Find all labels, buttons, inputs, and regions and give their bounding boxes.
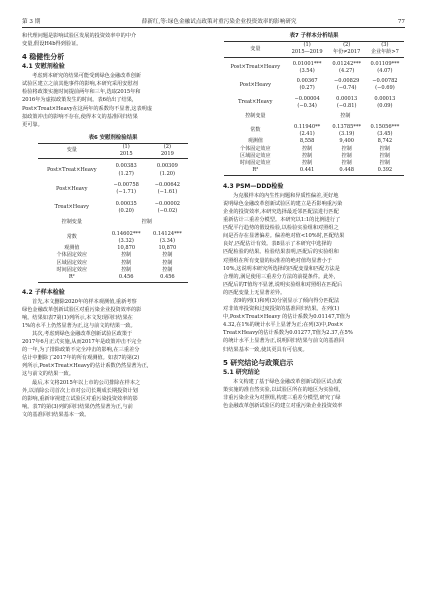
table-row-label: R² [252,167,259,174]
table-row-label: 常数 [250,127,261,134]
table-row-label: Treat×Heavy [238,99,273,106]
table-cell: 10,870 [117,245,136,252]
section-heading-5-1: 5.1 研究结论 [223,368,260,376]
table-header: 企业年龄>7 [370,49,399,56]
text-line: 匹配平行趋势的假设检验,以检验实验组和对照组之 [223,225,339,232]
table-cell: 0.456 [160,274,175,281]
text-line: 拟政策冲击的影响不存在,使得本文的基准回归结果 [22,113,138,120]
table-cell: 0.00309 [156,163,178,170]
table-cell: 9,400 [339,138,354,145]
text-line: Post×Treat×Heavy在这两年的系数均不显著,这表明虚 [22,105,153,112]
table-cell: 控制 [379,152,390,159]
table-cell: (−1.61) [157,189,178,196]
table-row-label: 时间固定效应 [240,160,271,167]
table-row-label: 个体固定效应 [240,145,271,152]
table-cell: (0.27) [299,85,315,92]
table-row-label: 区域固定效应 [240,152,271,159]
table-cell: 0.14124*** [153,230,182,237]
table-header: 2019 [160,151,174,158]
table-header: 年份≠2017 [332,49,361,56]
table-row-label: 个体固定效应 [56,252,88,259]
table-cell: (2.41) [299,130,315,137]
text-line: 的一年,为了排除政策不完全冲击的影响,在三重差分 [22,347,140,354]
table-row-label: 控制变量 [61,219,82,226]
text-line: 重新估计三重差分模型。本研究以1:1的比例进行了 [223,217,341,224]
table-cell: (4.27) [339,67,355,74]
table-cell: −0.00782 [372,78,398,85]
running-header [22,13,405,28]
table7 [224,41,404,176]
text-line: 更可靠。 [22,121,43,128]
table-header: (2) [343,42,351,48]
table-cell: −0.00002 [154,200,181,207]
table-cell: 0.15056*** [370,123,400,130]
table-row-label: 常数 [66,234,77,241]
table-cell: (0.09) [377,103,393,110]
text-line: 间是否存在显著偏差。偏差绝对值<10%时,匹配结果 [223,233,345,240]
table-header: (3) [381,42,389,48]
psm-paragraph-1 [223,192,405,297]
table-cell: 0.00367 [296,78,318,85]
table-header: (1) [303,42,311,48]
text-line: 对非效率投资和过度投资的基准回归结果。在列(1) [223,306,340,313]
table-cell: 0.00013 [336,95,358,102]
table-cell: 控制 [162,259,173,266]
table-cell: 8,558 [299,138,315,145]
conclusion-paragraph [223,378,405,410]
text-line: 良好,匹配估计有效。表8显示了本研究中选择的 [223,241,332,248]
text-line: 试验区建立之前其他事件的影响,本研究采用安慰剂 [22,81,138,88]
right-column [223,32,405,410]
subsample-paragraph-3 [22,379,204,419]
table-cell: (−0.81) [336,103,357,110]
section-heading-4-3: 4.3 PSM—DDD检验 [223,182,284,190]
table-row-label: R² [68,274,75,281]
issue-label: 第 3 期 [22,19,41,25]
subsample-paragraph-2 [22,330,204,379]
table6 [38,143,188,283]
text-line: 中,Post×Treat×Heavy 的估计系数为0.01147,T值为 [223,314,351,321]
text-line: 响。结果如表7第(1)列所示,本文发现回归结果在 [22,314,133,321]
table-row-label: 控制变量 [245,113,266,120]
text-line: 表9的列(1)和列(3)分别显示了倾向得分匹配法 [233,297,340,304]
text-line: 最后,本文将2015年以上市的公司排除在样本之 [32,379,141,386]
table-cell: 控制 [121,259,132,266]
table-cell: 0.392 [377,167,393,174]
left-column [22,32,204,419]
table-cell: 0.14602*** [111,230,141,237]
table-cell: 控制 [379,145,390,152]
text-line: 合理的,满足使用三重差分方法的前提条件。此外, [223,273,336,280]
table6-caption: 表6 安慰剂检验结果 [88,134,138,141]
text-line: 响。表7的第(3)列的回归结果仍然显著为正,与前 [22,403,133,410]
text-line: 非重污染企业为对照组,构建三重差分模型,研究了绿 [223,394,341,401]
text-line: 2016年为虚拟政策发生的时间。表6给出了结果， [22,97,138,104]
table-header: 变量 [224,42,287,58]
section-heading-4-2: 4.2 子样本检验 [22,288,65,296]
table-cell: (3.34) [159,237,176,244]
table-cell: −0.00004 [294,95,320,102]
table-cell: (−0.74) [336,85,357,92]
table-row-label: Post×Treat×Heavy [46,167,97,174]
table-cell: −0.00642 [154,182,181,189]
text-line: 本文构建了基于绿色金融改革创新试验区试点政 [233,378,342,385]
table-row-label: Post×Heavy [56,185,88,192]
text-line: 考虑到本研究的结果可能受到绿色金融改革创新 [32,73,141,80]
text-line: 外,以消除公司首次上市对公司长期成长期投资计划 [22,387,138,394]
table-cell: (1.20) [159,170,176,177]
text-line: 列所示,Post×Treat×Heavy的估计系数仍然显著为正, [22,363,149,370]
table-cell: 0.00013 [374,95,396,102]
table-cell: −0.00829 [334,78,360,85]
text-line: Treat×Heavy的估计系数为0.01277,T值为2.37,在5% [223,330,353,337]
table-cell: (−0.34) [297,103,317,110]
section-heading-5: 5 研究结论与政策启示 [223,358,294,367]
intro-paragraph [22,32,204,48]
subsample-paragraph-1 [22,298,204,330]
table-cell: 0.456 [118,274,134,281]
text-line: 文的基准回归结果基本一致。 [22,411,90,418]
table-cell: 10,870 [158,245,177,252]
text-line: 的匹配变量上无显著差异。 [223,289,286,296]
table-cell: 控制 [341,160,352,167]
table-cell: −0.00758 [113,182,139,189]
table-cell: 0.00035 [115,200,137,207]
psm-paragraph-2 [223,297,405,354]
table-cell: 0.448 [339,167,354,174]
page-number: 77 [397,19,405,25]
table-cell: 控制 [302,145,313,152]
text-line: 企业的投资效率,本研究选择最近邻匹配法进行匹配 [223,208,339,215]
table-row-label: Treat×Heavy [54,204,90,211]
table-cell: 控制 [302,152,313,159]
text-line: 对照组在所有变量的标准差的绝对值均显著小于 [223,257,332,264]
text-line: 色金融改革创新试验区的建立对重污染企业投资效率 [223,402,343,409]
table-cell: (3.54) [299,67,315,74]
table-cell: (3.19) [339,130,355,137]
section-heading-4: 4 稳健性分析 [22,53,65,62]
table-cell: 0.13785*** [332,123,362,130]
table-header: (2) [163,143,171,150]
table-cell: 0.01242*** [332,60,362,67]
table-cell: 控制 [341,145,352,152]
text-line: 4.32,在1%的统计水平上显著为正;在列(3)中,Post× [223,322,344,329]
running-title: 薛新红,等:绿色金融试点政策对重污染企业投资效率的影响研究 [141,19,297,25]
text-line: 的影响,重新审视建立试验区对重污染投资效率的影 [22,395,138,402]
table-cell: 控制 [121,252,132,259]
table-cell: 控制 [340,113,351,120]
table-cell: 控制 [121,267,132,273]
text-line: 首先,本文删除2020年的样本观测值,重新考察 [32,298,137,305]
table-cell: 控制 [302,160,313,167]
placebo-paragraph [22,72,204,129]
table-row-label: Post×Heavy [239,81,272,88]
table-cell: (−0.02) [157,207,178,214]
text-line: 估计中删除了2017年的所有观测值。如表7的第(2) [22,355,140,362]
table-cell: 0.11940** [294,123,321,130]
table-header: (1) [122,143,130,150]
table-row-label: 观测值 [64,245,80,252]
table-cell: 0.00383 [115,163,137,170]
table-cell: 0.01001*** [292,60,322,67]
table-cell: (1.27) [118,170,134,177]
table-header: 2015 [119,151,133,158]
text-line: 这与前文的结果一致。 [22,371,74,378]
table-cell: 控制 [341,152,352,159]
table-row-label: 观测值 [247,138,263,145]
table-cell: (3.45) [377,130,393,137]
table-header: 变量 [38,143,106,159]
text-line: 和代理问题是影响试验区发展的投资效率中的中介 [22,33,137,39]
text-line: 10%,这说明本研究所选择的匹配变量和匹配方法是 [223,265,340,272]
table-row-label: Post×Treat×Heavy [230,64,281,71]
text-line: 策实施的准自然实验,以试验区所在的地区为实验组, [223,386,341,393]
table-cell: (−1.71) [116,189,136,196]
table-row-label: 区域固定效应 [56,259,88,266]
table7-caption: 表7 子样本分析结果 [289,33,339,39]
text-line: 绿色金融改革创新试验区对重污染企业投资效率的影 [22,306,142,313]
text-line: 说明绿色金融改革创新试验区的建立是否影响重污染 [223,200,343,207]
table-cell: (−0.69) [375,85,395,92]
table-cell: 0.441 [299,167,315,174]
text-line: 匹配检验的结果。检验结果表明,匹配后的实验组和 [223,249,339,256]
text-line: 1%的水平上仍然显著为正,这与前文的结果一致。 [22,322,136,329]
text-line: 其次,考虑到绿色金融改革创新试验区政策于 [32,330,133,337]
table-cell: 控制 [162,267,173,273]
text-line: 为克服样本的内生性问题和异质性偏差,更好地 [233,192,339,199]
text-line: 的统计水平上显著为正,说明回归结果与前文的基准回 [223,338,344,345]
section-heading-4-1: 4.1 安慰剂检验 [22,63,65,71]
table-cell: 控制 [141,219,152,226]
table-header: 2015—2019 [291,49,323,56]
text-line: 2017年6月正式实施,从而2017年是政策冲击不完全 [22,339,142,346]
table-cell: 控制 [379,160,390,167]
table-row-label: 时间固定效应 [56,267,88,273]
table-cell: 控制 [162,252,173,259]
table-cell: (4.07) [377,67,393,74]
text-line: 匹配后的T值均不显著,说明实验组和对照组在匹配后 [223,281,343,288]
table-cell: 0.01109*** [370,60,400,67]
table-cell: (0.20) [118,207,134,214]
text-line: 归结果基本一致,使其更具有可信度。 [223,346,308,353]
table-cell: 8,742 [377,138,393,145]
text-line: 变量,假设H4b得到验证。 [22,41,82,48]
text-line: 检验将政策实施时间提前两年和三年,选取2015年和 [22,89,141,96]
table-cell: (3.32) [118,237,134,244]
